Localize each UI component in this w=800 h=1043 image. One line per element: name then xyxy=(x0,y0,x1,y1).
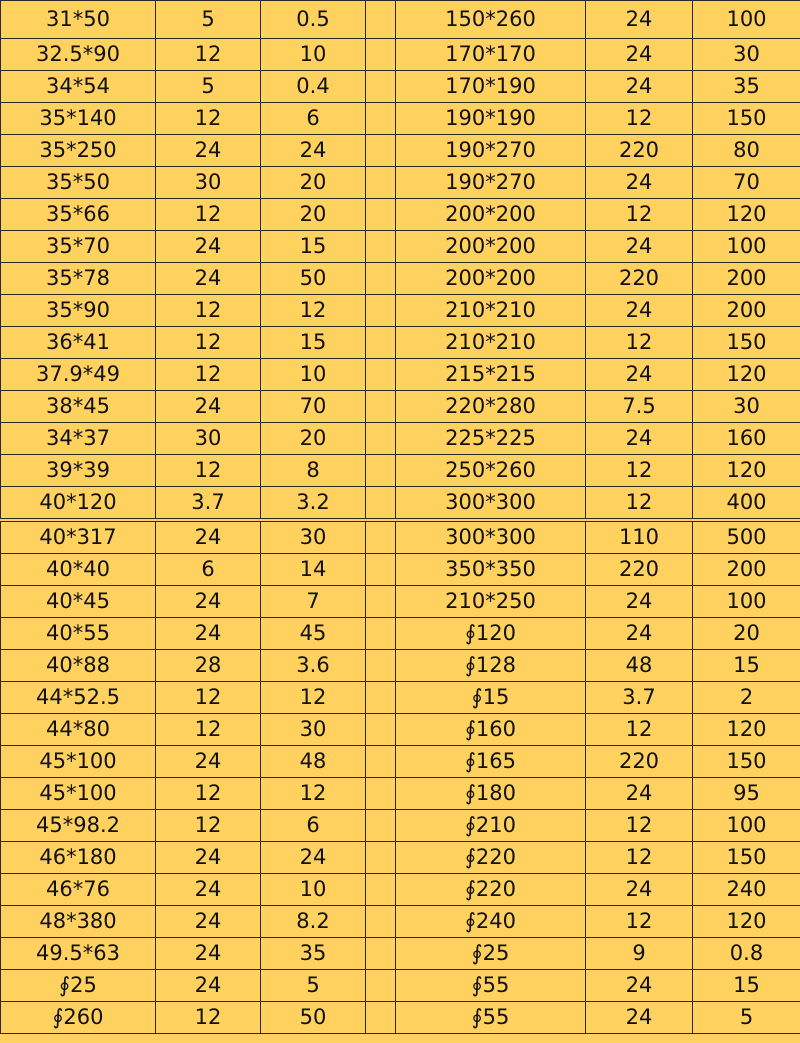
qty-left-cell[interactable]: 12 xyxy=(156,39,261,71)
size-right-cell[interactable]: ∮165 xyxy=(396,746,586,778)
size-left-cell[interactable]: 35*70 xyxy=(1,231,156,263)
qty-right-cell[interactable]: 24 xyxy=(586,359,693,391)
size-right-cell[interactable]: 350*350 xyxy=(396,554,586,586)
qty-left-cell[interactable]: 28 xyxy=(156,650,261,682)
value-left-cell[interactable]: 15 xyxy=(261,327,366,359)
size-right-cell[interactable]: 190*270 xyxy=(396,135,586,167)
table-row xyxy=(1,650,800,682)
spacer-cell xyxy=(366,327,396,359)
qty-right-cell[interactable]: 12 xyxy=(586,487,693,521)
table-row xyxy=(1,167,800,199)
size-right-cell[interactable]: 190*190 xyxy=(396,103,586,135)
qty-right-cell[interactable]: 24 xyxy=(586,586,693,618)
table-row xyxy=(1,103,800,135)
qty-left-cell[interactable]: 24 xyxy=(156,938,261,970)
value-left-cell[interactable]: 3.2 xyxy=(261,487,366,521)
table-row xyxy=(1,618,800,650)
table-row xyxy=(1,1002,800,1034)
value-right-cell[interactable]: 15 xyxy=(693,650,800,682)
value-left-cell[interactable]: 70 xyxy=(261,391,366,423)
qty-left-cell[interactable]: 12 xyxy=(156,714,261,746)
table-row xyxy=(1,938,800,970)
value-left-cell[interactable]: 35 xyxy=(261,938,366,970)
value-right-cell[interactable]: 120 xyxy=(693,199,800,231)
size-right-cell[interactable]: ∮55 xyxy=(396,1002,586,1034)
qty-right-cell[interactable]: 24 xyxy=(586,39,693,71)
qty-right-cell[interactable]: 24 xyxy=(586,874,693,906)
qty-left-cell[interactable]: 24 xyxy=(156,874,261,906)
size-right-cell[interactable]: 200*200 xyxy=(396,231,586,263)
spacer-cell xyxy=(366,682,396,714)
size-right-cell[interactable]: ∮15 xyxy=(396,682,586,714)
value-right-cell[interactable]: 150 xyxy=(693,103,800,135)
size-left-cell[interactable]: 44*52.5 xyxy=(1,682,156,714)
qty-left-cell[interactable]: 24 xyxy=(156,746,261,778)
size-left-cell[interactable]: 34*37 xyxy=(1,423,156,455)
value-left-cell[interactable]: 7 xyxy=(261,586,366,618)
table-row xyxy=(1,554,800,586)
qty-left-cell[interactable]: 12 xyxy=(156,682,261,714)
value-right-cell[interactable]: 240 xyxy=(693,874,800,906)
size-left-cell[interactable]: 49.5*63 xyxy=(1,938,156,970)
value-right-cell[interactable]: 100 xyxy=(693,231,800,263)
spacer-cell xyxy=(366,778,396,810)
spacer-cell xyxy=(366,746,396,778)
size-left-cell[interactable]: 46*180 xyxy=(1,842,156,874)
value-left-cell[interactable]: 3.6 xyxy=(261,650,366,682)
qty-left-cell[interactable]: 24 xyxy=(156,586,261,618)
value-right-cell[interactable]: 30 xyxy=(693,391,800,423)
value-left-cell[interactable]: 24 xyxy=(261,842,366,874)
value-left-cell[interactable]: 6 xyxy=(261,103,366,135)
qty-left-cell[interactable]: 12 xyxy=(156,455,261,487)
qty-right-cell[interactable]: 24 xyxy=(586,778,693,810)
qty-left-cell[interactable]: 6 xyxy=(156,554,261,586)
qty-left-cell[interactable]: 5 xyxy=(156,1,261,39)
qty-left-cell[interactable]: 12 xyxy=(156,1002,261,1034)
size-right-cell[interactable]: ∮220 xyxy=(396,874,586,906)
size-right-cell[interactable]: 300*300 xyxy=(396,487,586,521)
qty-right-cell[interactable]: 7.5 xyxy=(586,391,693,423)
spacer-cell xyxy=(366,714,396,746)
value-right-cell[interactable]: 95 xyxy=(693,778,800,810)
value-left-cell[interactable]: 50 xyxy=(261,263,366,295)
table-row xyxy=(1,970,800,1002)
size-left-cell[interactable]: 31*50 xyxy=(1,1,156,39)
value-right-cell[interactable]: 150 xyxy=(693,842,800,874)
size-left-cell[interactable]: 46*76 xyxy=(1,874,156,906)
value-right-cell[interactable]: 150 xyxy=(693,327,800,359)
table-row xyxy=(1,455,800,487)
value-left-cell[interactable]: 8 xyxy=(261,455,366,487)
qty-right-cell[interactable]: 24 xyxy=(586,231,693,263)
qty-left-cell[interactable]: 24 xyxy=(156,970,261,1002)
value-right-cell[interactable]: 200 xyxy=(693,554,800,586)
size-left-cell[interactable]: 35*78 xyxy=(1,263,156,295)
value-right-cell[interactable]: 80 xyxy=(693,135,800,167)
value-right-cell[interactable]: 120 xyxy=(693,359,800,391)
size-left-cell[interactable]: 45*100 xyxy=(1,746,156,778)
value-left-cell[interactable]: 10 xyxy=(261,39,366,71)
qty-right-cell[interactable]: 12 xyxy=(586,842,693,874)
qty-right-cell[interactable]: 220 xyxy=(586,746,693,778)
qty-right-cell[interactable]: 24 xyxy=(586,295,693,327)
qty-right-cell[interactable]: 110 xyxy=(586,520,693,554)
size-left-cell[interactable]: 48*380 xyxy=(1,906,156,938)
value-right-cell[interactable]: 120 xyxy=(693,714,800,746)
size-right-cell[interactable]: 210*250 xyxy=(396,586,586,618)
size-left-cell[interactable]: 40*317 xyxy=(1,520,156,554)
spacer-cell xyxy=(366,199,396,231)
value-right-cell[interactable]: 120 xyxy=(693,455,800,487)
spacer-cell xyxy=(366,263,396,295)
qty-left-cell[interactable]: 12 xyxy=(156,778,261,810)
spacer-cell xyxy=(366,810,396,842)
size-left-cell[interactable]: 36*41 xyxy=(1,327,156,359)
value-left-cell[interactable]: 24 xyxy=(261,135,366,167)
table-row xyxy=(1,874,800,906)
value-right-cell[interactable]: 150 xyxy=(693,746,800,778)
table-row xyxy=(1,714,800,746)
value-right-cell[interactable]: 35 xyxy=(693,71,800,103)
value-right-cell[interactable]: 200 xyxy=(693,295,800,327)
spacer-cell xyxy=(366,906,396,938)
value-right-cell[interactable]: 70 xyxy=(693,167,800,199)
table-row xyxy=(1,842,800,874)
table-row xyxy=(1,423,800,455)
table-row xyxy=(1,199,800,231)
qty-right-cell[interactable]: 24 xyxy=(586,618,693,650)
size-left-cell[interactable]: 39*39 xyxy=(1,455,156,487)
spacer-cell xyxy=(366,842,396,874)
table-row xyxy=(1,359,800,391)
qty-left-cell[interactable]: 3.7 xyxy=(156,487,261,521)
qty-right-cell[interactable]: 220 xyxy=(586,135,693,167)
value-left-cell[interactable]: 0.4 xyxy=(261,71,366,103)
size-left-cell[interactable]: 45*98.2 xyxy=(1,810,156,842)
value-left-cell[interactable]: 14 xyxy=(261,554,366,586)
spacer-cell xyxy=(366,618,396,650)
value-right-cell[interactable]: 500 xyxy=(693,520,800,554)
spacer-cell xyxy=(366,970,396,1002)
table-row xyxy=(1,520,800,554)
size-left-cell[interactable]: 32.5*90 xyxy=(1,39,156,71)
qty-right-cell[interactable]: 24 xyxy=(586,970,693,1002)
size-right-cell[interactable]: 170*190 xyxy=(396,71,586,103)
table-body xyxy=(1,1,800,1034)
qty-right-cell[interactable]: 3.7 xyxy=(586,682,693,714)
size-right-cell[interactable]: 210*210 xyxy=(396,295,586,327)
value-left-cell[interactable]: 15 xyxy=(261,231,366,263)
size-left-cell[interactable]: 40*55 xyxy=(1,618,156,650)
value-left-cell[interactable]: 48 xyxy=(261,746,366,778)
size-right-cell[interactable]: ∮120 xyxy=(396,618,586,650)
value-right-cell[interactable]: 100 xyxy=(693,586,800,618)
qty-right-cell[interactable]: 12 xyxy=(586,103,693,135)
value-left-cell[interactable]: 10 xyxy=(261,359,366,391)
table-row xyxy=(1,906,800,938)
spacer-cell xyxy=(366,554,396,586)
value-left-cell[interactable]: 12 xyxy=(261,778,366,810)
value-left-cell[interactable]: 30 xyxy=(261,520,366,554)
size-left-cell[interactable]: 44*80 xyxy=(1,714,156,746)
qty-right-cell[interactable]: 12 xyxy=(586,327,693,359)
spacer-cell xyxy=(366,938,396,970)
size-right-cell[interactable]: 200*200 xyxy=(396,263,586,295)
spacer-cell xyxy=(366,71,396,103)
spacer-cell xyxy=(366,391,396,423)
size-left-cell[interactable]: 38*45 xyxy=(1,391,156,423)
size-right-cell[interactable]: 210*210 xyxy=(396,327,586,359)
size-left-cell[interactable]: 45*100 xyxy=(1,778,156,810)
spacer-cell xyxy=(366,359,396,391)
qty-left-cell[interactable]: 12 xyxy=(156,359,261,391)
value-right-cell[interactable]: 400 xyxy=(693,487,800,521)
spacer-cell xyxy=(366,1002,396,1034)
value-left-cell[interactable]: 5 xyxy=(261,970,366,1002)
spacer-cell xyxy=(366,455,396,487)
size-right-cell[interactable]: ∮240 xyxy=(396,906,586,938)
qty-left-cell[interactable]: 5 xyxy=(156,71,261,103)
value-left-cell[interactable]: 8.2 xyxy=(261,906,366,938)
size-left-cell[interactable]: ∮25 xyxy=(1,970,156,1002)
table-row xyxy=(1,327,800,359)
value-right-cell[interactable]: 160 xyxy=(693,423,800,455)
size-left-cell[interactable]: 35*140 xyxy=(1,103,156,135)
size-right-cell[interactable]: 225*225 xyxy=(396,423,586,455)
qty-left-cell[interactable]: 24 xyxy=(156,906,261,938)
value-left-cell[interactable]: 20 xyxy=(261,199,366,231)
table-row xyxy=(1,487,800,521)
qty-left-cell[interactable]: 24 xyxy=(156,842,261,874)
spacer-cell xyxy=(366,586,396,618)
spacer-cell xyxy=(366,423,396,455)
size-right-cell[interactable]: 215*215 xyxy=(396,359,586,391)
qty-right-cell[interactable]: 12 xyxy=(586,714,693,746)
size-right-cell[interactable]: ∮180 xyxy=(396,778,586,810)
qty-right-cell[interactable]: 9 xyxy=(586,938,693,970)
qty-left-cell[interactable]: 12 xyxy=(156,103,261,135)
qty-left-cell[interactable]: 12 xyxy=(156,327,261,359)
table-row xyxy=(1,586,800,618)
spacer-cell xyxy=(366,1,396,39)
qty-right-cell[interactable]: 12 xyxy=(586,810,693,842)
table-row xyxy=(1,39,800,71)
qty-right-cell[interactable]: 48 xyxy=(586,650,693,682)
size-left-cell[interactable]: 35*250 xyxy=(1,135,156,167)
size-left-cell[interactable]: 40*45 xyxy=(1,586,156,618)
value-left-cell[interactable]: 0.5 xyxy=(261,1,366,39)
value-left-cell[interactable]: 12 xyxy=(261,682,366,714)
size-right-cell[interactable]: 220*280 xyxy=(396,391,586,423)
qty-left-cell[interactable]: 24 xyxy=(156,263,261,295)
spacer-cell xyxy=(366,874,396,906)
size-left-cell[interactable]: 34*54 xyxy=(1,71,156,103)
table-row xyxy=(1,135,800,167)
table-row xyxy=(1,746,800,778)
value-right-cell[interactable]: 30 xyxy=(693,39,800,71)
spacer-cell xyxy=(366,167,396,199)
spacer-cell xyxy=(366,520,396,554)
table-row xyxy=(1,71,800,103)
qty-right-cell[interactable]: 24 xyxy=(586,423,693,455)
value-left-cell[interactable]: 30 xyxy=(261,714,366,746)
value-right-cell[interactable]: 5 xyxy=(693,1002,800,1034)
value-left-cell[interactable]: 45 xyxy=(261,618,366,650)
value-left-cell[interactable]: 20 xyxy=(261,167,366,199)
table-row xyxy=(1,682,800,714)
size-right-cell[interactable]: ∮220 xyxy=(396,842,586,874)
qty-right-cell[interactable]: 24 xyxy=(586,1,693,39)
table-row xyxy=(1,810,800,842)
size-left-cell[interactable]: ∮260 xyxy=(1,1002,156,1034)
value-left-cell[interactable]: 50 xyxy=(261,1002,366,1034)
spacer-cell xyxy=(366,39,396,71)
qty-left-cell[interactable]: 24 xyxy=(156,231,261,263)
size-right-cell[interactable]: ∮128 xyxy=(396,650,586,682)
value-left-cell[interactable]: 12 xyxy=(261,295,366,327)
size-right-cell[interactable]: ∮160 xyxy=(396,714,586,746)
table-row xyxy=(1,231,800,263)
size-right-cell[interactable]: 300*300 xyxy=(396,520,586,554)
table-row xyxy=(1,778,800,810)
qty-left-cell[interactable]: 12 xyxy=(156,295,261,327)
size-right-cell[interactable]: ∮210 xyxy=(396,810,586,842)
size-right-cell[interactable]: ∮25 xyxy=(396,938,586,970)
qty-right-cell[interactable]: 24 xyxy=(586,71,693,103)
qty-left-cell[interactable]: 24 xyxy=(156,391,261,423)
qty-left-cell[interactable]: 24 xyxy=(156,135,261,167)
qty-right-cell[interactable]: 12 xyxy=(586,199,693,231)
table-row xyxy=(1,391,800,423)
qty-left-cell[interactable]: 12 xyxy=(156,810,261,842)
spacer-cell xyxy=(366,231,396,263)
size-left-cell[interactable]: 40*120 xyxy=(1,487,156,521)
qty-right-cell[interactable]: 24 xyxy=(586,1002,693,1034)
size-left-cell[interactable]: 40*40 xyxy=(1,554,156,586)
value-right-cell[interactable]: 15 xyxy=(693,970,800,1002)
value-right-cell[interactable]: 100 xyxy=(693,810,800,842)
spacer-cell xyxy=(366,650,396,682)
qty-right-cell[interactable]: 12 xyxy=(586,906,693,938)
size-left-cell[interactable]: 37.9*49 xyxy=(1,359,156,391)
spacer-cell xyxy=(366,487,396,521)
size-right-cell[interactable]: 200*200 xyxy=(396,199,586,231)
value-left-cell[interactable]: 10 xyxy=(261,874,366,906)
size-right-cell[interactable]: 250*260 xyxy=(396,455,586,487)
qty-right-cell[interactable]: 24 xyxy=(586,167,693,199)
qty-right-cell[interactable]: 220 xyxy=(586,554,693,586)
qty-left-cell[interactable]: 30 xyxy=(156,423,261,455)
qty-right-cell[interactable]: 12 xyxy=(586,455,693,487)
spacer-cell xyxy=(366,295,396,327)
value-right-cell[interactable]: 2 xyxy=(693,682,800,714)
qty-left-cell[interactable]: 24 xyxy=(156,520,261,554)
spacer-cell xyxy=(366,103,396,135)
table-row xyxy=(1,1,800,39)
size-right-cell[interactable]: ∮55 xyxy=(396,970,586,1002)
size-right-cell[interactable]: 170*170 xyxy=(396,39,586,71)
qty-left-cell[interactable]: 12 xyxy=(156,199,261,231)
value-right-cell[interactable]: 0.8 xyxy=(693,938,800,970)
value-left-cell[interactable]: 6 xyxy=(261,810,366,842)
value-right-cell[interactable]: 100 xyxy=(693,1,800,39)
qty-left-cell[interactable]: 30 xyxy=(156,167,261,199)
size-right-cell[interactable]: 150*260 xyxy=(396,1,586,39)
size-left-cell[interactable]: 35*66 xyxy=(1,199,156,231)
value-left-cell[interactable]: 20 xyxy=(261,423,366,455)
qty-left-cell[interactable]: 24 xyxy=(156,618,261,650)
size-left-cell[interactable]: 40*88 xyxy=(1,650,156,682)
size-left-cell[interactable]: 35*50 xyxy=(1,167,156,199)
value-right-cell[interactable]: 20 xyxy=(693,618,800,650)
size-left-cell[interactable]: 35*90 xyxy=(1,295,156,327)
qty-right-cell[interactable]: 220 xyxy=(586,263,693,295)
value-right-cell[interactable]: 200 xyxy=(693,263,800,295)
table-row xyxy=(1,295,800,327)
size-right-cell[interactable]: 190*270 xyxy=(396,167,586,199)
value-right-cell[interactable]: 120 xyxy=(693,906,800,938)
table-row xyxy=(1,263,800,295)
spacer-cell xyxy=(366,135,396,167)
